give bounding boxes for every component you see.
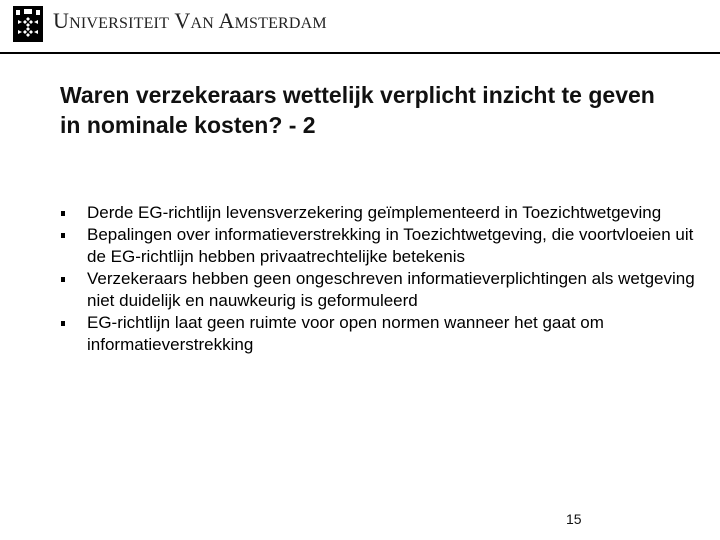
- slide-header: [0, 0, 720, 54]
- bullet-text: Derde EG-richtlijn levensverzekering geïmplementeerd in Toezichtwetgeving: [87, 203, 662, 222]
- bullet-text: EG-richtlijn laat geen ruimte voor open normen wanneer het gaat om informatieverstrekking: [87, 313, 604, 354]
- university-name-text: UNIVERSITEIT VAN AMSTERDAM: [53, 8, 327, 33]
- bullet-item: [60, 268, 700, 312]
- header-divider: [0, 52, 720, 54]
- university-name: [53, 8, 327, 34]
- page-number: 15: [566, 511, 582, 527]
- uva-crest-icon: [13, 6, 43, 42]
- bullet-marker: [61, 211, 65, 216]
- bullet-list: [60, 202, 700, 356]
- bullet-marker: [61, 321, 65, 326]
- bullet-item: [60, 224, 700, 268]
- bullet-item: [60, 312, 700, 356]
- bullet-text: Verzekeraars hebben geen ongeschreven informatieverplichtingen als wetgeving niet duidelijk en nauwkeurig is geformuleerd: [87, 269, 695, 310]
- slide-title: Waren verzekeraars wettelijk verplicht inzicht te geven in nominale kosten? - 2: [60, 82, 655, 138]
- bullet-marker: [61, 277, 65, 282]
- bullet-text: Bepalingen over informatieverstrekking in Toezichtwetgeving, die voortvloeien uit de EG-richtlijn hebben privaatrechtelijke betekenis: [87, 225, 694, 266]
- bullet-marker: [61, 233, 65, 238]
- bullet-item: [60, 202, 700, 224]
